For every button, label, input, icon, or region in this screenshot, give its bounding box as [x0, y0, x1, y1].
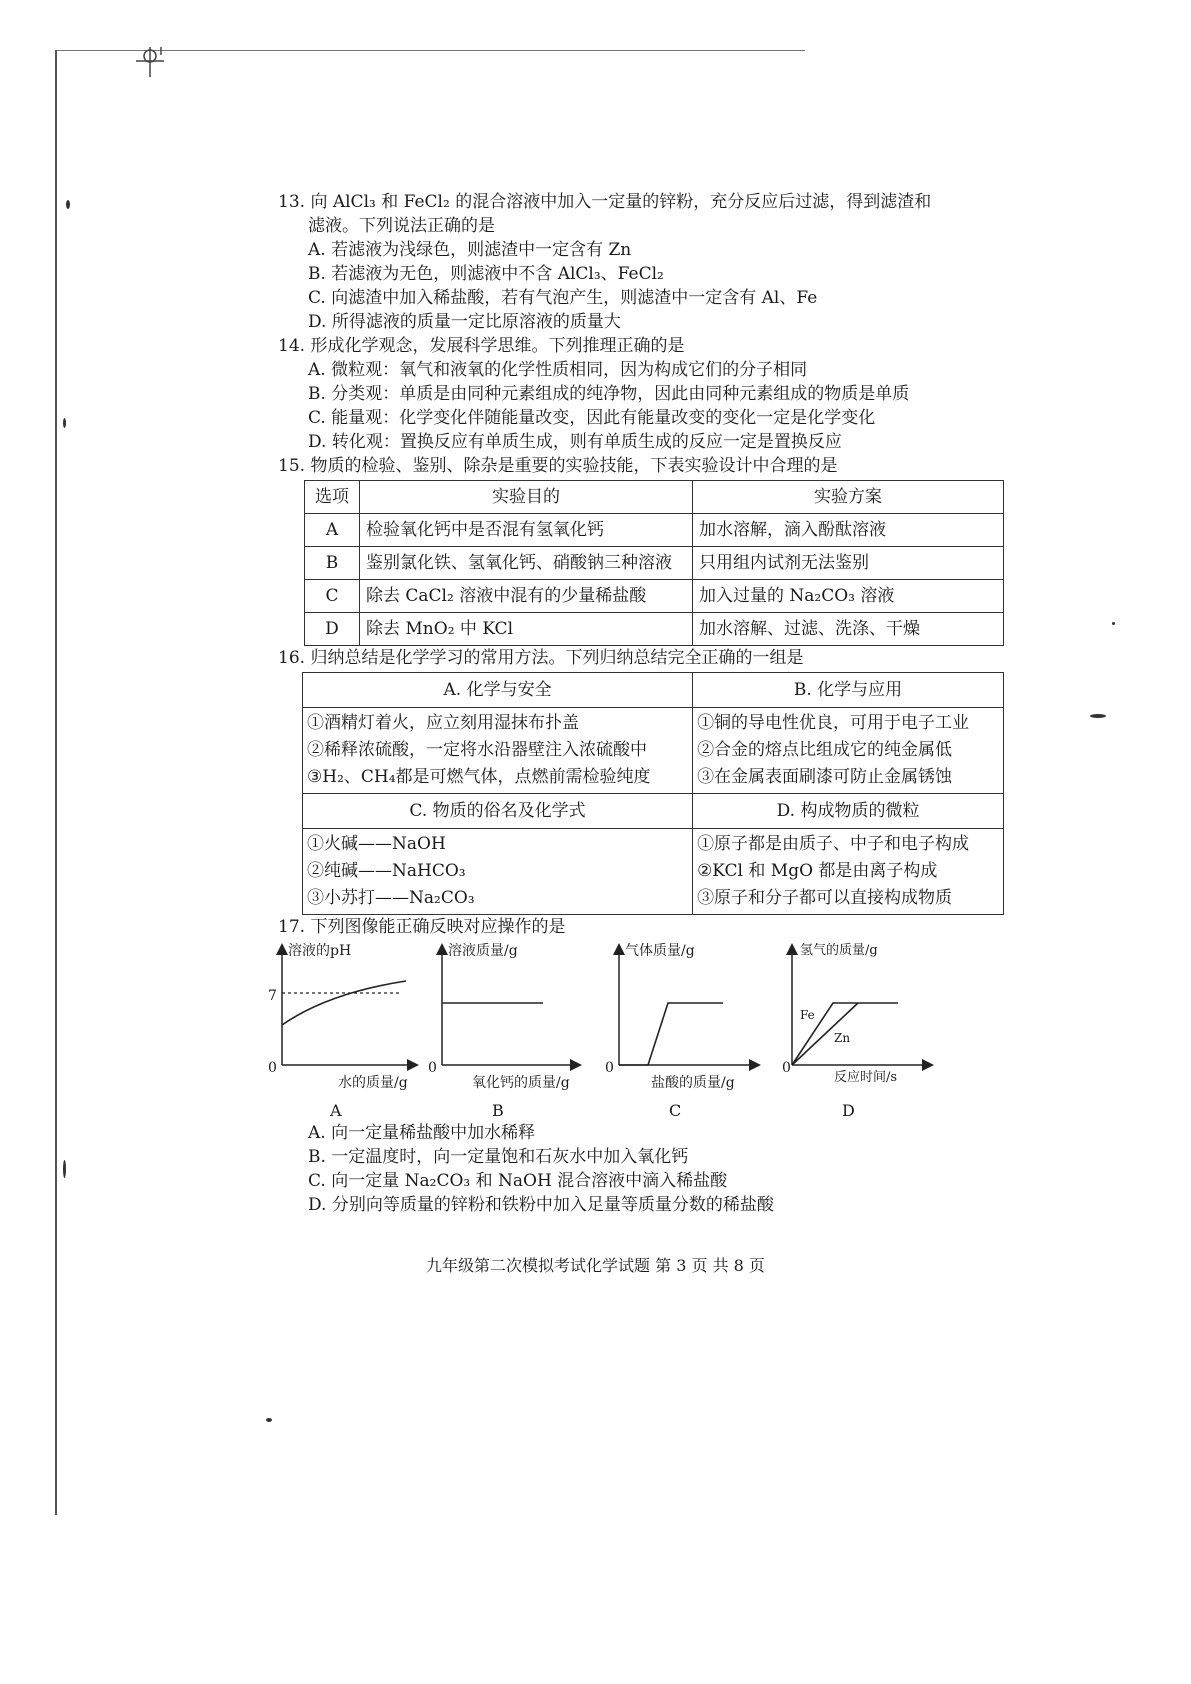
- graph-row: [268, 943, 1008, 1121]
- summary-table: [302, 672, 1004, 915]
- graph-c-letter: C: [669, 1101, 682, 1120]
- table-cell: 只用组内试剂无法鉴别: [693, 547, 1004, 580]
- exam-content: [268, 190, 1008, 1217]
- table-cell: B: [305, 547, 360, 580]
- question-14-option-a: A. 微粒观：氧气和液氧的化学性质相同，因为构成它们的分子相同: [308, 360, 808, 380]
- table-cell: A: [305, 514, 360, 547]
- graph-b-ylabel: 溶液质量/g: [448, 943, 518, 959]
- graph-c-xlabel: 盐酸的质量/g: [651, 1075, 735, 1091]
- graph-d-zn-label: Zn: [834, 1031, 851, 1045]
- graph-c-origin: 0: [605, 1060, 614, 1076]
- table-row: [305, 613, 1004, 646]
- group-c-line: ①火碱——NaOH: [307, 834, 446, 854]
- graph-a-xlabel: 水的质量/g: [338, 1075, 408, 1091]
- question-14-option-d: D. 转化观：置换反应有单质生成，则有单质生成的反应一定是置换反应: [308, 432, 842, 452]
- table-header: 实验目的: [360, 481, 693, 514]
- graph-b-plot: [428, 943, 598, 1083]
- graph-b: [428, 943, 598, 1121]
- question-16-stem: 16. 归纳总结是化学学习的常用方法。下列归纳总结完全正确的一组是: [278, 648, 804, 668]
- group-a-line: ①酒精灯着火，应立刻用湿抹布扑盖: [307, 713, 579, 733]
- question-13-stem: 13. 向 AlCl₃ 和 FeCl₂ 的混合溶液中加入一定量的锌粉，充分反应后过滤，得到滤渣和: [278, 192, 932, 212]
- graph-c-plot: [605, 943, 775, 1083]
- group-d-line: ①原子都是由质子、中子和电子构成: [697, 834, 970, 854]
- table-header: 实验方案: [693, 481, 1004, 514]
- question-14: [278, 334, 1008, 454]
- graph-d-letter: D: [842, 1101, 855, 1120]
- question-17-option-c: C. 向一定量 Na₂CO₃ 和 NaOH 混合溶液中滴入稀盐酸: [308, 1171, 728, 1191]
- group-d-title: D. 构成物质的微粒: [693, 794, 1004, 829]
- question-17: [268, 915, 1008, 1217]
- graph-b-letter: B: [492, 1101, 504, 1120]
- graph-d-xlabel: 反应时间/s: [834, 1070, 898, 1085]
- scan-border-top: [55, 50, 805, 51]
- table-row: [303, 794, 1004, 829]
- group-c-content: [303, 829, 693, 915]
- question-13: [278, 190, 1008, 334]
- graph-a-curve: [282, 981, 406, 1025]
- question-17-option-d: D. 分别向等质量的锌粉和铁粉中加入足量等质量分数的稀盐酸: [308, 1195, 774, 1215]
- graph-a-letter: A: [330, 1101, 342, 1120]
- group-d-line: ②KCl 和 MgO 都是由离子构成: [697, 861, 938, 881]
- group-a-line: ②稀释浓硫酸，一定将水沿器壁注入浓硫酸中: [307, 740, 647, 760]
- table-cell: 加水溶解，滴入酚酞溶液: [693, 514, 1004, 547]
- question-13-option-c: C. 向滤渣中加入稀盐酸，若有气泡产生，则滤渣中一定含有 Al、Fe: [308, 288, 818, 308]
- table-row: [303, 673, 1004, 708]
- graph-c-curve: [619, 1003, 723, 1065]
- graph-a: [268, 943, 438, 1121]
- question-14-option-b: B. 分类观：单质是由同种元素组成的纯净物，因此由同种元素组成的物质是单质: [308, 384, 910, 404]
- question-15-stem: 15. 物质的检验、鉴别、除杂是重要的实验技能，下表实验设计中合理的是: [278, 456, 838, 476]
- table-cell: D: [305, 613, 360, 646]
- page-footer: 九年级第二次模拟考试化学试题 第 3 页 共 8 页: [426, 1256, 765, 1275]
- question-17-option-b: B. 一定温度时，向一定量饱和石灰水中加入氧化钙: [308, 1147, 689, 1167]
- group-b-line: ③在金属表面刷漆可防止金属锈蚀: [697, 767, 953, 787]
- graph-a-ylabel: 溶液的pH: [288, 943, 352, 959]
- graph-a-tick-7: 7: [268, 988, 277, 1004]
- graph-a-origin: 0: [268, 1060, 277, 1076]
- graph-d: [778, 943, 948, 1121]
- question-13-option-b: B. 若滤液为无色，则滤液中不含 AlCl₃、FeCl₂: [308, 264, 664, 284]
- graph-d-fe-label: Fe: [800, 1008, 815, 1022]
- scan-speck: [63, 1160, 66, 1178]
- question-15: [278, 454, 1008, 646]
- table-row: [303, 708, 1004, 794]
- binding-hole-mark: [133, 47, 167, 81]
- scan-border-left: [55, 50, 57, 1515]
- graph-d-origin: 0: [782, 1060, 791, 1076]
- graph-a-plot: [268, 943, 438, 1083]
- table-cell: 加水溶解、过滤、洗涤、干燥: [693, 613, 1004, 646]
- question-14-option-c: C. 能量观：化学变化伴随能量改变，因此有能量改变的变化一定是化学变化: [308, 408, 876, 428]
- question-13-stem-cont: 滤液。下列说法正确的是: [308, 216, 495, 236]
- graph-b-origin: 0: [428, 1060, 437, 1076]
- table-row: [305, 547, 1004, 580]
- scan-speck: [63, 418, 66, 428]
- graph-c-ylabel: 气体质量/g: [625, 943, 695, 959]
- experiment-table: [304, 480, 1004, 646]
- question-13-option-a: A. 若滤液为浅绿色，则滤渣中一定含有 Zn: [308, 240, 632, 260]
- question-14-stem: 14. 形成化学观念，发展科学思维。下列推理正确的是: [278, 336, 685, 356]
- table-row: [303, 829, 1004, 915]
- table-header: 选项: [305, 481, 360, 514]
- group-b-content: [693, 708, 1004, 794]
- group-d-line: ③原子和分子都可以直接构成物质: [697, 888, 953, 908]
- group-a-content: [303, 708, 693, 794]
- table-row: [305, 580, 1004, 613]
- group-c-title: C. 物质的俗名及化学式: [303, 794, 693, 829]
- question-13-option-d: D. 所得滤液的质量一定比原溶液的质量大: [308, 312, 621, 332]
- scan-speck: [66, 200, 70, 209]
- graph-d-ylabel: 氢气的质量/g: [800, 943, 878, 958]
- scan-speck: [1090, 714, 1106, 718]
- question-16: [278, 646, 1008, 915]
- table-cell: 加入过量的 Na₂CO₃ 溶液: [693, 580, 1004, 613]
- scan-speck: [266, 1418, 272, 1422]
- group-b-line: ①铜的导电性优良，可用于电子工业: [697, 713, 970, 733]
- table-cell: 除去 CaCl₂ 溶液中混有的少量稀盐酸: [360, 580, 693, 613]
- table-cell: 除去 MnO₂ 中 KCl: [360, 613, 693, 646]
- table-row: [305, 514, 1004, 547]
- question-17-option-a: A. 向一定量稀盐酸中加水稀释: [308, 1123, 536, 1143]
- table-header-row: [305, 481, 1004, 514]
- scan-speck: [1112, 622, 1115, 625]
- table-cell: 鉴别氯化铁、氢氧化钙、硝酸钠三种溶液: [360, 547, 693, 580]
- graph-b-xlabel: 氧化钙的质量/g: [472, 1075, 570, 1091]
- graph-c: [605, 943, 775, 1121]
- group-a-line: ③H₂、CH₄都是可燃气体，点燃前需检验纯度: [307, 767, 651, 787]
- table-cell: 检验氧化钙中是否混有氢氧化钙: [360, 514, 693, 547]
- table-cell: C: [305, 580, 360, 613]
- group-c-line: ③小苏打——Na₂CO₃: [307, 888, 475, 908]
- group-b-title: B. 化学与应用: [693, 673, 1004, 708]
- group-b-line: ②合金的熔点比组成它的纯金属低: [697, 740, 953, 760]
- group-a-title: A. 化学与安全: [303, 673, 693, 708]
- group-c-line: ②纯碱——NaHCO₃: [307, 861, 466, 881]
- question-17-stem: 17. 下列图像能正确反映对应操作的是: [278, 917, 566, 937]
- group-d-content: [693, 829, 1004, 915]
